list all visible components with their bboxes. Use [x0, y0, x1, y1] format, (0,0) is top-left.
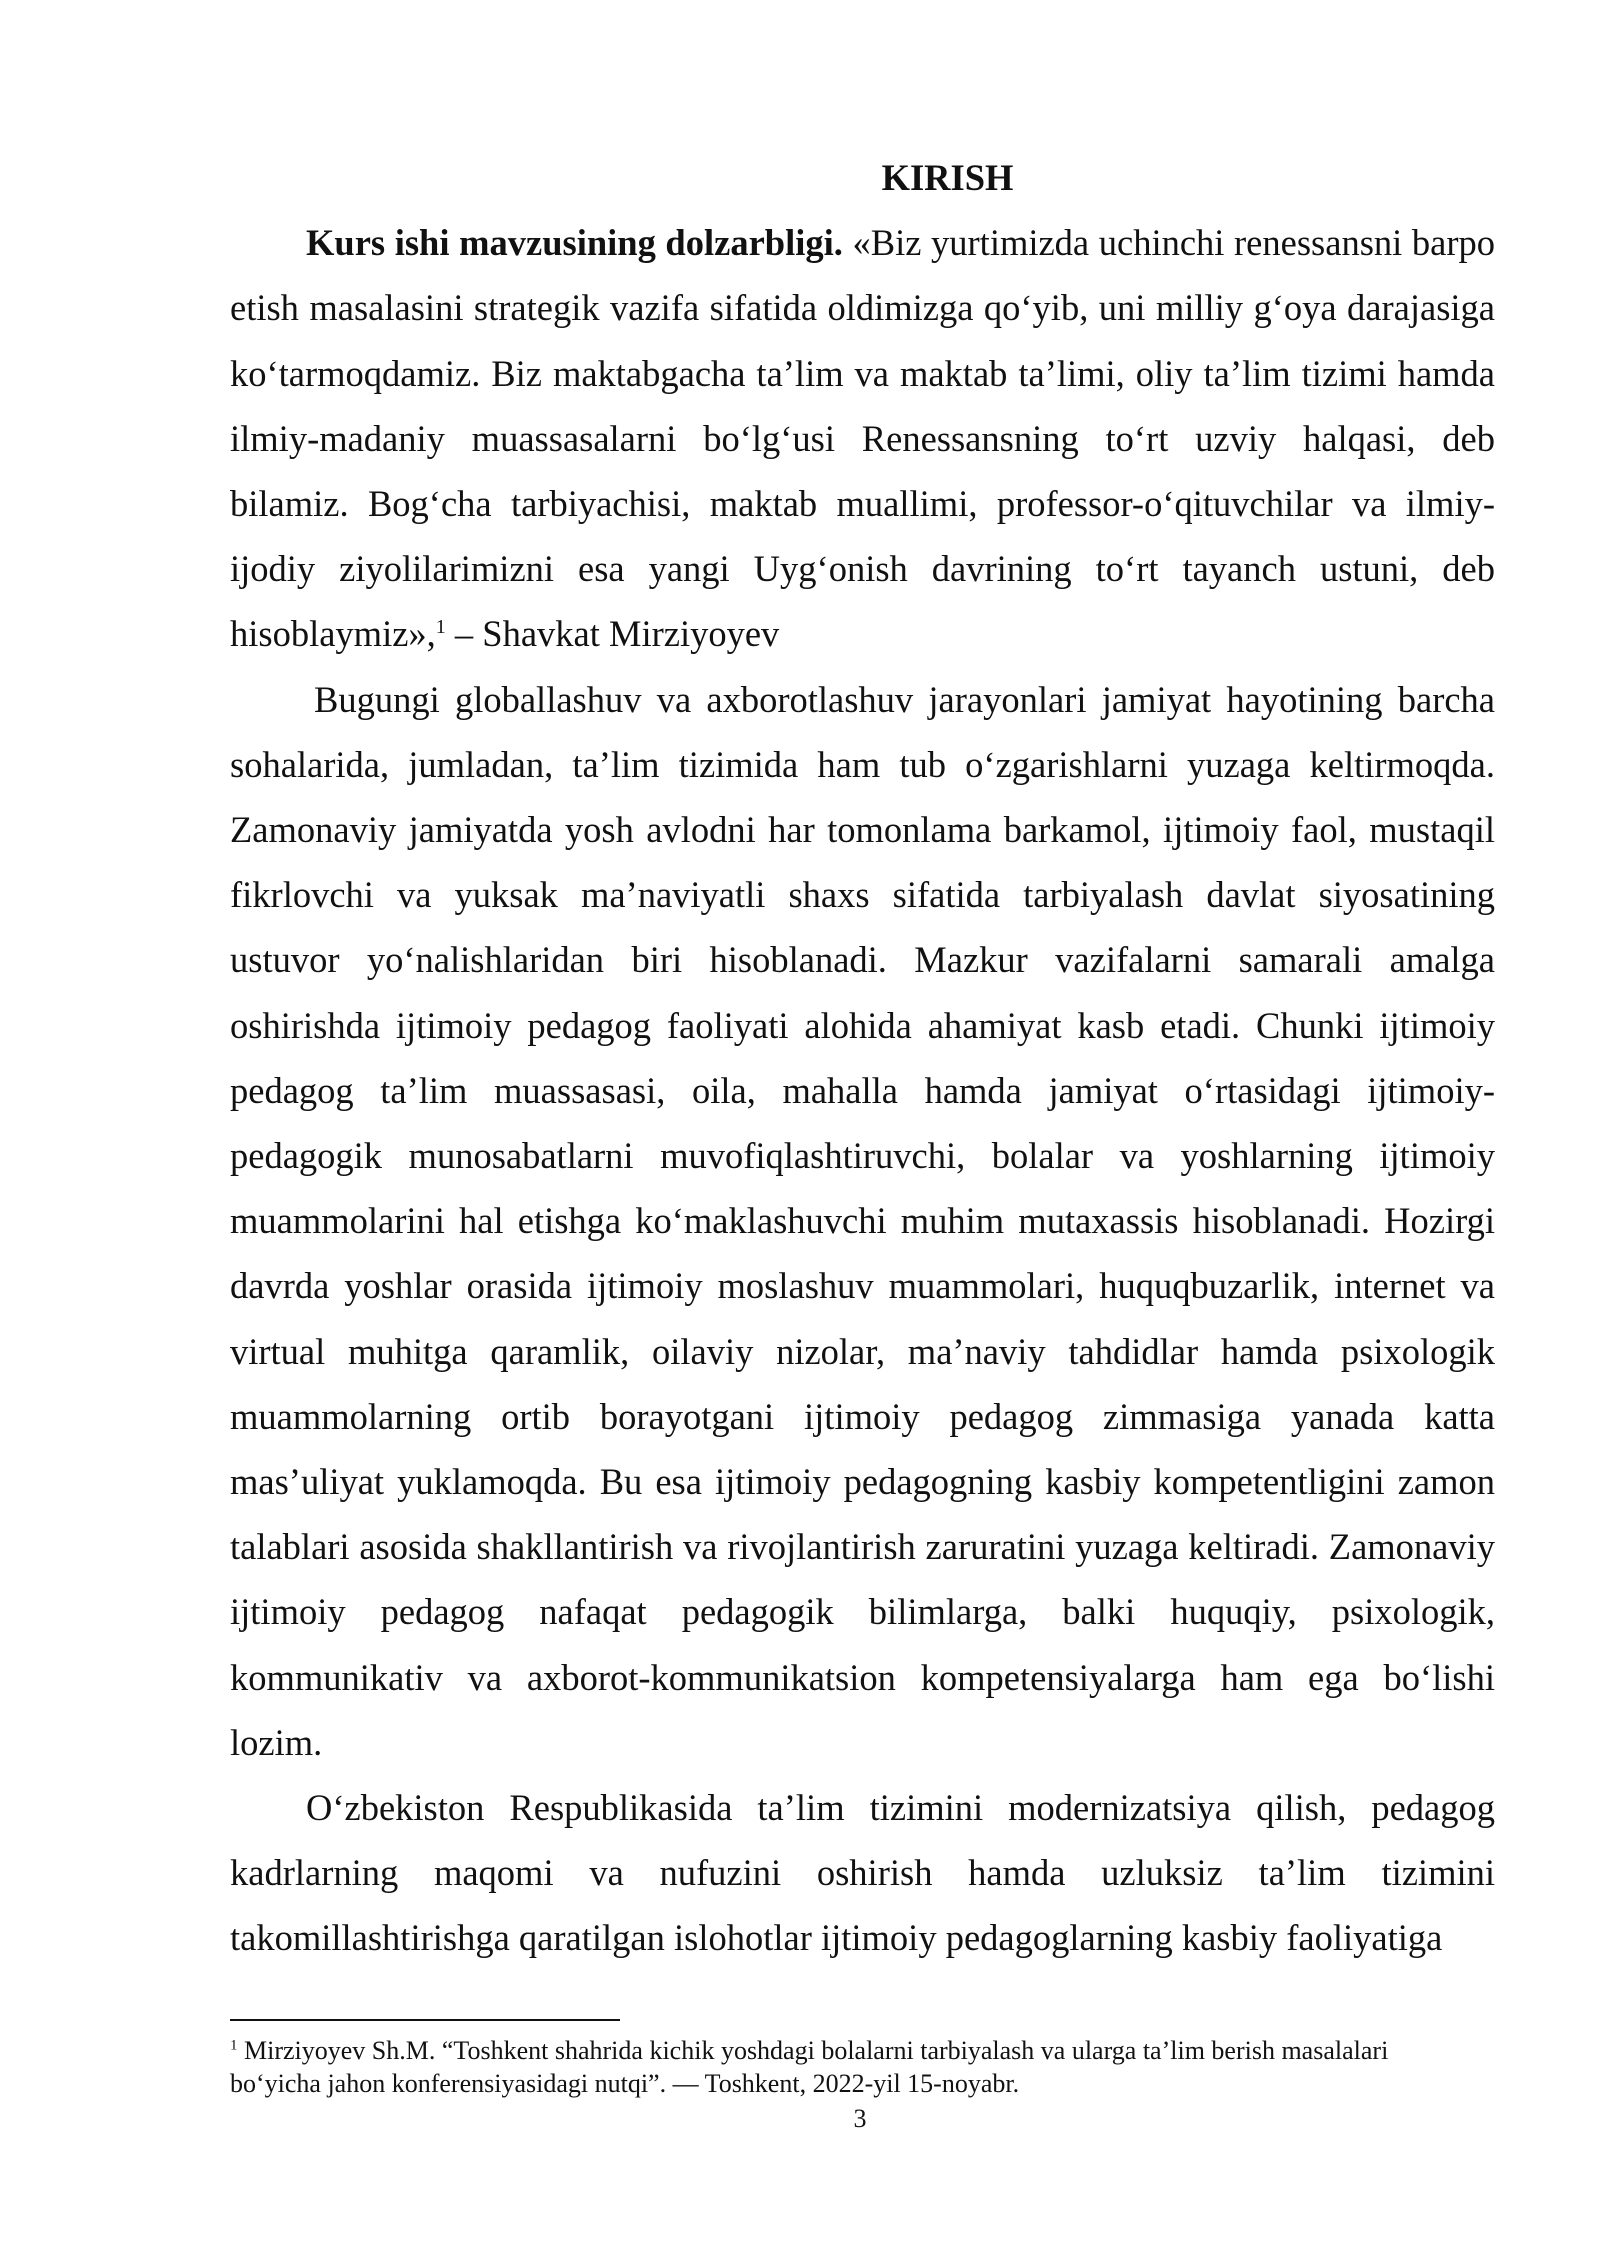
lead-heading: Kurs ishi mavzusining dolzarbligi.: [306, 222, 843, 264]
footnote-number: 1: [230, 2037, 238, 2054]
footnote: [230, 2034, 1470, 2100]
section-title: KIRISH: [881, 157, 1014, 198]
footnote-reference[interactable]: 1: [435, 616, 446, 639]
footnote-text: Mirziyoyev Sh.M. “Toshkent shahrida kichik yoshdagi bolalarni tarbiyalash va ularga ta’lim berish masalalari bo‘yicha jahon konferensiyasidagi nutqi”. — Toshkent, 2022-yil 15-noyabr.: [230, 2036, 1389, 2098]
paragraph-globalization: Bugungi globallashuv va axborotlashuv jarayonlari jamiyat hayotining barcha sohalarida, jumladan, ta’lim tizimida ham tub o‘zgarishlarni yuzaga keltirmoqda. Zamonaviy jamiyatda yosh avlodni har tomonlama barkamol, ijtimoiy faol, mustaqil fikrlovchi va yuksak ma’naviyatli shaxs sifatida tarbiyalash davlat siyosatining ustuvor yo‘nalishlaridan biri hisoblanadi. Mazkur vazifalarni samarali amalga oshirishda ijtimoiy pedagog faoliyati alohida ahamiyat kasb etadi. Chunki ijtimoiy pedagog ta’lim muassasasi, oila, mahalla hamda jamiyat o‘rtasidagi ijtimoiy-pedagogik munosabatlarni muvofiqlashtiruvchi, bolalar va yoshlarning ijtimoiy muammolarini hal etishga ko‘maklashuvchi muhim mutaxassis hisoblanadi. Hozirgi davrda yoshlar orasida ijtimoiy moslashuv muammolari, huquqbuzarlik, internet va virtual muhitga qaramlik, oilaviy nizolar, ma’naviy tahdidlar hamda psixologik muammolarning ortib borayotgani ijtimoiy pedagog zimmasiga yanada katta mas’uliyat yuklamoqda. Bu esa ijtimoiy pedagogning kasbiy kompetentligini zamon talablari asosida shakllantirish va rivojlantirish zaruratini yuzaga keltiradi. Zamonaviy ijtimoiy pedagog nafaqat pedagogik bilimlarga, balki huquqiy, psixologik, kommunikativ va axborot-kommunikatsion kompetensiyalarga ham ega bo‘lishi lozim.: [230, 678, 1495, 1763]
page-number: 3: [853, 2104, 867, 2133]
footnote-separator: [230, 2019, 620, 2021]
paragraph-relevance: [230, 210, 1495, 666]
paragraph-reforms: O‘zbekiston Respublikasida ta’lim tizimini modernizatsiya qilish, pedagog kadrlarning maqomi va nufuzini oshirish hamda uzluksiz ta’lim tizimini takomillashtirishga qaratilgan islohotlar ijtimoiy pedagoglarning kasbiy faoliyatiga: [230, 1787, 1495, 1959]
main-text: [230, 145, 1495, 1971]
president-quote: «Biz yurtimizda uchinchi renessansni barpo etish masalasini strategik vazifa sifatida oldimizga qo‘yib, uni milliy g‘oya darajasiga ko‘tarmoqdamiz. Biz maktabgacha ta’lim va maktab ta’limi, oliy ta’lim tizimi hamda ilmiy-madaniy muassasalarni bo‘lg‘usi Renessansning to‘rt uzviy halqasi, deb bilamiz. Bog‘cha tarbiyachisi, maktab muallimi, professor-o‘qituvchilar va ilmiy-ijodiy ziyolilarimizni esa yangi Uyg‘onish davrining to‘rt tayanch ustuni, deb hisoblaymiz»,: [230, 222, 1495, 655]
quote-attribution: – Shavkat Mirziyoyev: [445, 613, 780, 655]
